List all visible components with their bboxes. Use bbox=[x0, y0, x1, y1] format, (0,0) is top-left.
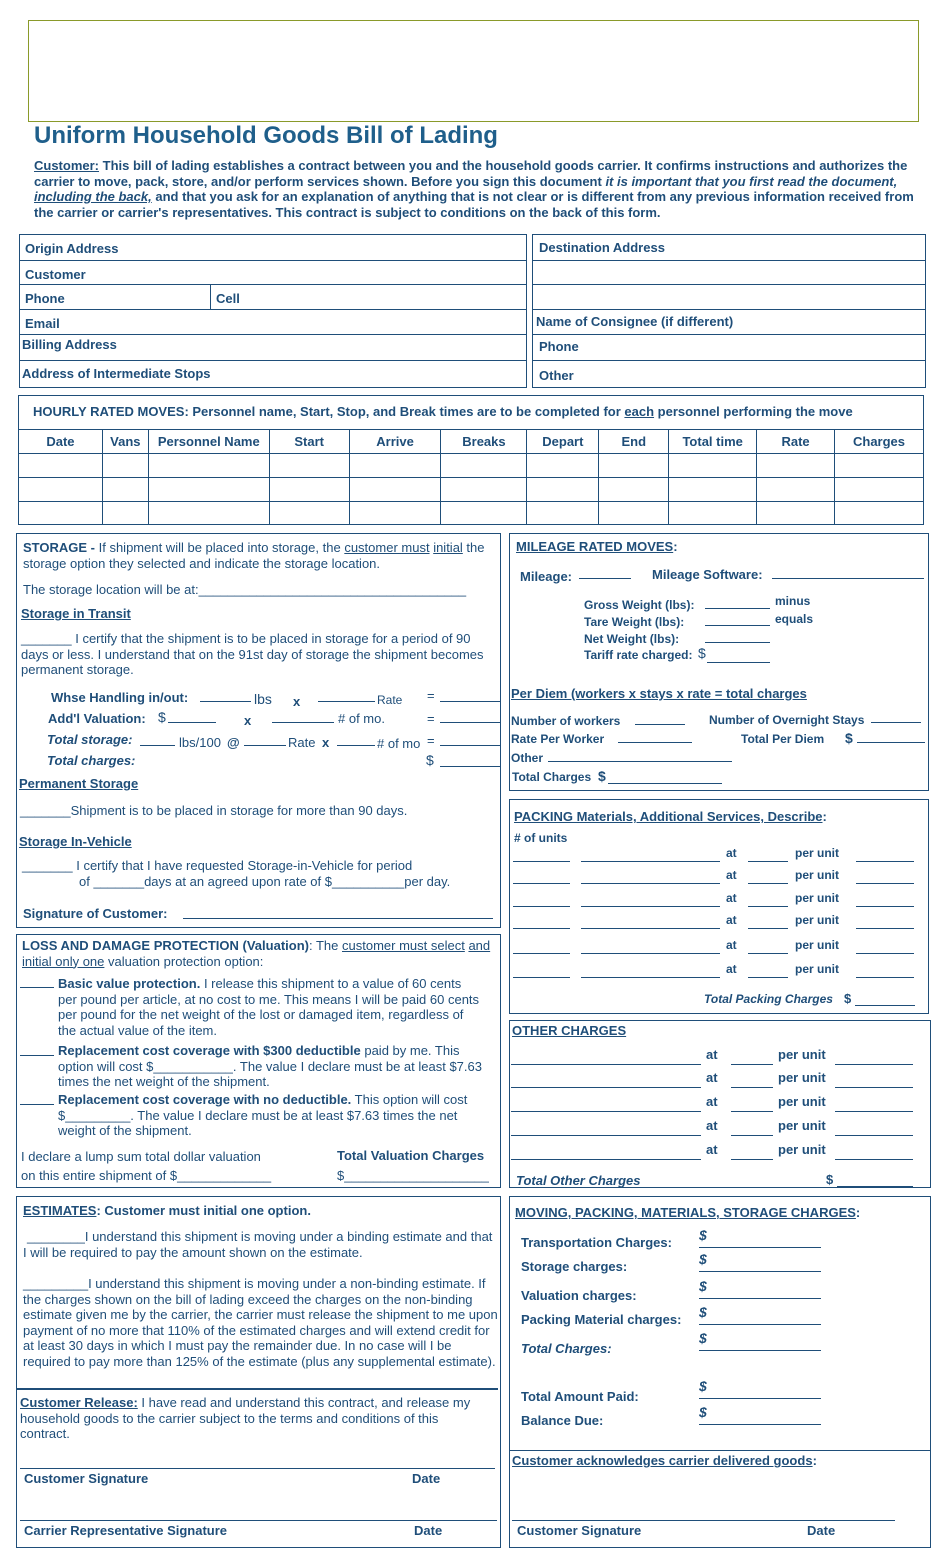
per-unit-label: per unit bbox=[795, 846, 839, 860]
table-row bbox=[19, 454, 924, 478]
packing-heading: PACKING Materials, Additional Services, Describe: bbox=[514, 809, 827, 824]
phone-label: Phone bbox=[25, 291, 65, 306]
charge-field[interactable] bbox=[699, 1271, 821, 1272]
storage-vehicle-heading: Storage In-Vehicle bbox=[19, 834, 132, 849]
per-unit-label: per unit bbox=[795, 891, 839, 905]
description-field[interactable] bbox=[581, 906, 720, 907]
intro-text-3: including the back, bbox=[34, 189, 152, 204]
at-label: at bbox=[706, 1047, 718, 1062]
per-unit-label: per unit bbox=[778, 1094, 826, 1109]
amount-field[interactable] bbox=[856, 906, 914, 907]
estimates-heading: ESTIMATES: Customer must initial one option. bbox=[23, 1203, 311, 1218]
description-field[interactable] bbox=[581, 928, 720, 929]
per-unit-label: per unit bbox=[795, 962, 839, 976]
col-personnel: Personnel Name bbox=[148, 430, 269, 454]
description-field[interactable] bbox=[581, 977, 720, 978]
price-field[interactable] bbox=[748, 953, 788, 954]
whse-label: Whse Handling in/out: bbox=[51, 690, 189, 705]
per-unit-label: per unit bbox=[778, 1118, 826, 1133]
page-title: Uniform Household Goods Bill of Lading bbox=[34, 122, 498, 149]
price-field[interactable] bbox=[731, 1111, 773, 1112]
consignee-label: Name of Consignee (if different) bbox=[536, 314, 734, 329]
at-label: at bbox=[726, 913, 737, 927]
total-charges-label: Total charges: bbox=[47, 753, 136, 768]
email-label: Email bbox=[25, 316, 60, 331]
table-row bbox=[19, 478, 924, 502]
col-total-time: Total time bbox=[669, 430, 757, 454]
amount-field[interactable] bbox=[835, 1159, 913, 1160]
storage-transit-heading: Storage in Transit bbox=[21, 606, 131, 621]
per-unit-label: per unit bbox=[778, 1142, 826, 1157]
per-unit-label: per unit bbox=[795, 913, 839, 927]
col-depart: Depart bbox=[527, 430, 599, 454]
at-label: at bbox=[726, 891, 737, 905]
price-field[interactable] bbox=[731, 1064, 773, 1065]
basic-protection-text: Basic value protection. I release this shipment to a value of 60 cents per pound per article, at no cost to me. This means I will be paid 60 cents per pound for the net weight of the lost or damaged item, regardless of the actual value of the item. bbox=[58, 976, 480, 1038]
amount-field[interactable] bbox=[856, 861, 914, 862]
intro-paragraph bbox=[34, 158, 918, 220]
amount-field[interactable] bbox=[856, 953, 914, 954]
amount-field[interactable] bbox=[856, 928, 914, 929]
col-breaks: Breaks bbox=[441, 430, 527, 454]
logo-box bbox=[28, 20, 919, 122]
phone2-label: Phone bbox=[539, 339, 579, 354]
price-field[interactable] bbox=[731, 1087, 773, 1088]
origin-address-box bbox=[19, 234, 527, 388]
origin-address-label: Origin Address bbox=[25, 241, 119, 256]
dollar-sign: $ bbox=[699, 1278, 707, 1294]
customer-release-text: Customer Release: I have read and understand this contract, and release my household goods to the carrier subject to the terms and conditions of this contract. bbox=[20, 1395, 471, 1441]
other-label: Other bbox=[539, 368, 574, 383]
at-label: at bbox=[726, 868, 737, 882]
per-unit-label: per unit bbox=[778, 1047, 826, 1062]
other-charges-heading: OTHER CHARGES bbox=[512, 1023, 627, 1038]
col-charges: Charges bbox=[835, 430, 924, 454]
col-arrive: Arrive bbox=[349, 430, 441, 454]
col-date: Date bbox=[19, 430, 103, 454]
intermediate-stops-label: Address of Intermediate Stops bbox=[22, 366, 211, 381]
price-field[interactable] bbox=[731, 1135, 773, 1136]
col-rate: Rate bbox=[757, 430, 835, 454]
intro-customer-label: Customer: bbox=[34, 158, 100, 173]
at-label: at bbox=[706, 1118, 718, 1133]
dollar-sign: $ bbox=[699, 1404, 707, 1420]
units-field[interactable] bbox=[513, 977, 570, 978]
storage-location: The storage location will be at:_____________________________________ bbox=[23, 582, 467, 597]
mileage-heading: MILEAGE RATED MOVES: bbox=[516, 539, 678, 554]
intro-text-2: it is important that you first read the document, bbox=[605, 173, 898, 189]
table-row bbox=[19, 502, 924, 525]
description-field[interactable] bbox=[511, 1064, 701, 1065]
at-label: at bbox=[706, 1070, 718, 1085]
per-unit-label: per unit bbox=[795, 868, 839, 882]
nonbinding-estimate-text: _________I understand this shipment is moving under a non-binding estimate. If the charges shown on the bill of lading exceed the charges on the non-binding estimate given me by the carrier, the carrier must release the shipment to me upon payment of no more that 110% of the estimated charges and will extend credit for at least 30 days in which I must pay the remainder due. In no case will I be required to pay more than 125% of the estimate (plus any supplemental estimate). bbox=[23, 1276, 498, 1369]
units-field[interactable] bbox=[513, 861, 570, 862]
description-field[interactable] bbox=[511, 1159, 701, 1160]
ack-heading: Customer acknowledges carrier delivered goods: bbox=[512, 1453, 817, 1468]
amount-field[interactable] bbox=[835, 1111, 913, 1112]
units-field[interactable] bbox=[513, 883, 570, 884]
destination-address-box bbox=[532, 234, 926, 388]
loss-heading: LOSS AND DAMAGE PROTECTION (Valuation): The customer must select and initial only one valuation protection option: bbox=[22, 938, 491, 969]
price-field[interactable] bbox=[748, 977, 788, 978]
amount-field[interactable] bbox=[835, 1064, 913, 1065]
description-field[interactable] bbox=[581, 861, 720, 862]
price-field[interactable] bbox=[731, 1159, 773, 1160]
charge-field[interactable] bbox=[699, 1350, 821, 1351]
dollar-sign: $ bbox=[699, 1330, 707, 1346]
units-field[interactable] bbox=[513, 906, 570, 907]
rep-0-text: Replacement cost coverage with no deductible. This option will cost $_________. The value I declare must be at least $7.63 times the net weight of the shipment. bbox=[58, 1092, 468, 1138]
charge-field[interactable] bbox=[699, 1298, 821, 1299]
charge-field[interactable] bbox=[699, 1247, 821, 1248]
amount-field[interactable] bbox=[856, 883, 914, 884]
dollar-sign: $ bbox=[699, 1227, 707, 1243]
customer-signature-line[interactable] bbox=[183, 918, 493, 919]
at-label: at bbox=[726, 962, 737, 976]
addl-valuation-label: Add'l Valuation: bbox=[48, 711, 146, 726]
per-unit-label: per unit bbox=[795, 938, 839, 952]
charge-field[interactable] bbox=[699, 1398, 821, 1399]
charge-field[interactable] bbox=[699, 1424, 821, 1425]
permanent-storage-heading: Permanent Storage bbox=[19, 776, 139, 791]
storage-intro: STORAGE - If shipment will be placed into storage, the customer must initial the storage option they selected and indicate the storage location. bbox=[23, 540, 485, 571]
moving-heading: MOVING, PACKING, MATERIALS, STORAGE CHARGES: bbox=[515, 1205, 861, 1220]
permanent-storage-text: _______Shipment is to be placed in storage for more than 90 days. bbox=[20, 803, 408, 818]
hourly-heading: HOURLY RATED MOVES: Personnel name, Start, Stop, and Break times are to be completed for each personnel performing the move bbox=[33, 404, 853, 419]
description-field[interactable] bbox=[511, 1111, 701, 1112]
price-field[interactable] bbox=[748, 861, 788, 862]
storage-transit-text: _______ I certify that the shipment is to be placed in storage for a period of 90 days or less. I understand that on the 91st day of storage the shipment becomes permanent storage. bbox=[21, 631, 484, 677]
price-field[interactable] bbox=[748, 883, 788, 884]
dollar-sign: $ bbox=[699, 1251, 707, 1267]
dollar-sign: $ bbox=[699, 1378, 707, 1394]
per-diem-heading: Per Diem (workers x stays x rate = total charges bbox=[511, 686, 807, 701]
description-field[interactable] bbox=[581, 883, 720, 884]
cell-label: Cell bbox=[216, 291, 240, 306]
at-label: at bbox=[726, 938, 737, 952]
other-charges-box bbox=[509, 1020, 931, 1188]
hourly-table bbox=[18, 429, 924, 525]
charge-field[interactable] bbox=[699, 1324, 821, 1325]
at-label: at bbox=[706, 1094, 718, 1109]
col-vans: Vans bbox=[102, 430, 148, 454]
billing-address-label: Billing Address bbox=[22, 337, 117, 352]
total-storage-label: Total storage: bbox=[47, 732, 133, 747]
rep-300-text: Replacement cost coverage with $300 deductible paid by me. This option will cost $___________. The value I declare must be at least $7.63 times the net weight of the shipment. bbox=[58, 1043, 482, 1089]
description-field[interactable] bbox=[511, 1087, 701, 1088]
amount-field[interactable] bbox=[856, 977, 914, 978]
customer-signature-label: Signature of Customer: bbox=[23, 906, 168, 921]
intro-text-4: and that you ask for an explanation of anything that is not clear or is different from any previous information received from the carrier or carrier's representatives. This contract is subject to conditions on the back of this form. bbox=[34, 189, 914, 220]
price-field[interactable] bbox=[748, 928, 788, 929]
at-label: at bbox=[706, 1142, 718, 1157]
price-field[interactable] bbox=[748, 906, 788, 907]
description-field[interactable] bbox=[511, 1135, 701, 1136]
intro-text-1: This bill of lading establishes a contract between you and the household goods carrier. It confirms instructions and authorizes the carrier to move, pack, store, and/or perform services shown. Before you sign this document bbox=[34, 158, 908, 189]
binding-estimate-text: ________I understand this shipment is moving under a binding estimate and that I will be required to pay the amount shown on the estimate. bbox=[23, 1229, 493, 1260]
dollar-sign: $ bbox=[699, 1304, 707, 1320]
per-unit-label: per unit bbox=[778, 1070, 826, 1085]
units-field[interactable] bbox=[513, 953, 570, 954]
col-start: Start bbox=[269, 430, 349, 454]
description-field[interactable] bbox=[581, 953, 720, 954]
destination-address-label: Destination Address bbox=[539, 240, 665, 255]
amount-field[interactable] bbox=[835, 1087, 913, 1088]
col-end: End bbox=[599, 430, 669, 454]
units-field[interactable] bbox=[513, 928, 570, 929]
at-label: at bbox=[726, 846, 737, 860]
customer-label: Customer bbox=[25, 267, 86, 282]
amount-field[interactable] bbox=[835, 1135, 913, 1136]
